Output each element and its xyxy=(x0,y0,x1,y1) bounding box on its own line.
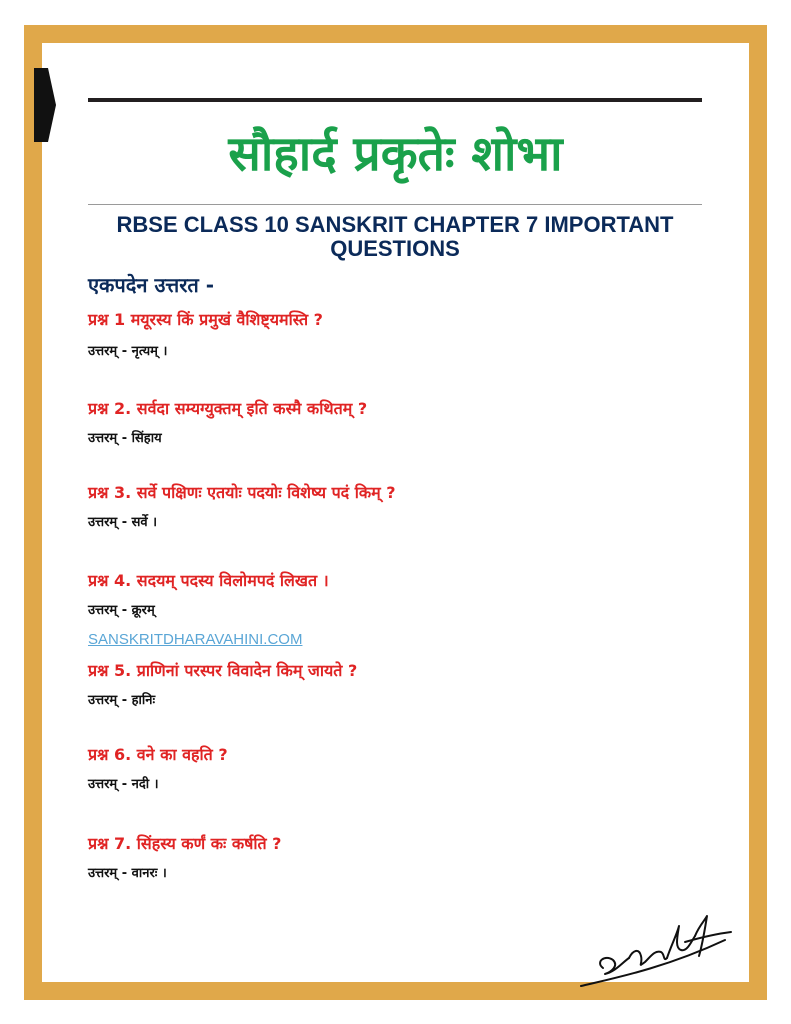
answer-4: उत्तरम् - क्रूरम् xyxy=(88,603,155,618)
question-6: प्रश्न 6. वने का वहति ? xyxy=(88,745,228,764)
page-subtitle: RBSE CLASS 10 SANSKRIT CHAPTER 7 IMPORTANT QUESTIONS xyxy=(116,212,674,261)
watermark-link[interactable]: SANSKRITDHARAVAHINI.COM xyxy=(88,631,303,648)
answer-1: उत्तरम् - नृत्यम् । xyxy=(88,344,168,359)
question-5: प्रश्न 5. प्राणिनां परस्पर विवादेन किम् जायते ? xyxy=(88,661,358,680)
question-4: प्रश्न 4. सदयम् पदस्य विलोमपदं लिखत । xyxy=(88,571,329,590)
question-2: प्रश्न 2. सर्वदा सम्यग्युक्तम् इति कस्मै कथितम् ? xyxy=(88,399,368,418)
top-divider xyxy=(88,98,702,102)
answer-3: उत्तरम् - सर्वे । xyxy=(88,515,158,530)
answer-5: उत्तरम् - हानिः xyxy=(88,693,156,708)
answer-2: उत्तरम् - सिंहाय xyxy=(88,431,162,446)
title-divider xyxy=(88,204,702,205)
section-heading: एकपदेन उत्तरत - xyxy=(88,273,215,297)
page-title: सौहार्द प्रकृतेः शोभा xyxy=(228,126,563,182)
answer-7: उत्तरम् - वानरः । xyxy=(88,866,167,881)
question-3: प्रश्न 3. सर्वे पक्षिणः एतयोः पदयोः विशेष्य पदं किम् ? xyxy=(88,483,396,502)
question-1: प्रश्न 1 मयूरस्य किं प्रमुखं वैशिष्ट्यमस्ति ? xyxy=(88,310,323,329)
signature-icon xyxy=(575,912,735,994)
question-7: प्रश्न 7. सिंहस्य कर्णं कः कर्षति ? xyxy=(88,834,282,853)
answer-6: उत्तरम् - नदी । xyxy=(88,777,159,792)
